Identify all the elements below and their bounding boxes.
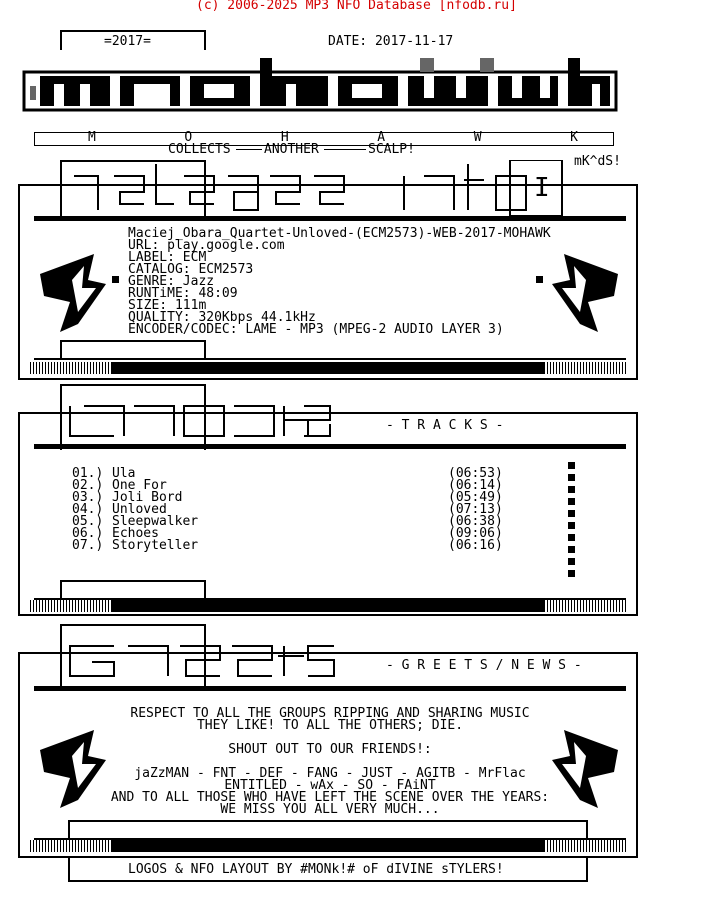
motto-word-3: SCALP! <box>368 142 415 157</box>
track-number: 07.) <box>72 538 104 553</box>
tracks-square <box>568 510 575 517</box>
letter-a: A <box>377 130 386 145</box>
track-title: One For <box>112 478 167 493</box>
tracks-solid-bar <box>112 600 544 612</box>
release-bottom-tab <box>60 340 206 360</box>
greets-line: SHOUT OUT TO OUR FRIENDS!: <box>228 742 432 757</box>
track-number: 03.) <box>72 490 104 505</box>
track-time: (06:53) <box>448 466 503 481</box>
release-square-left <box>112 276 119 283</box>
track-title: Echoes <box>112 526 159 541</box>
release-quality: QUALITY: 320Kbps 44.1kHz <box>128 310 316 325</box>
motto-word-1: COLLECTS <box>168 142 231 157</box>
release-dither-bar-left <box>30 362 112 374</box>
motto-line-left <box>236 149 262 150</box>
release-runtime: RUNTiME: 48:09 <box>128 286 238 301</box>
tracks-square <box>568 570 575 577</box>
date-line: DATE: 2017-11-17 <box>328 34 454 49</box>
greets-line: jaZzMAN - FNT - DEF - FANG - JUST - AGITB - MrFlac <box>134 766 526 781</box>
release-genre: GENRE: Jazz <box>128 274 215 289</box>
tracks-square <box>568 522 575 529</box>
track-time: (06:38) <box>448 514 503 529</box>
track-time: (06:14) <box>448 478 503 493</box>
signature: mK^dS! <box>574 154 621 169</box>
left-arrow-ornament <box>30 240 110 340</box>
letter-m: M <box>88 130 96 145</box>
release-url: URL: play.google.com <box>128 238 285 253</box>
greets-heading: - G R E E T S / N E W S - <box>386 658 582 673</box>
tracks-rule <box>34 444 626 449</box>
track-title: Storyteller <box>112 538 199 553</box>
greets-line: RESPECT TO ALL THE GROUPS RIPPING AND SHARING MUSIC <box>130 706 530 721</box>
track-title: Joli Bord <box>112 490 183 505</box>
track-title: Sleepwalker <box>112 514 199 529</box>
release-rule <box>34 216 626 221</box>
copyright-line: (c) 2006-2025 MP3 NFO Database [nfodb.ru] <box>196 0 517 13</box>
tracks-square <box>568 486 575 493</box>
track-title: Ula <box>112 466 136 481</box>
release-info-logo <box>64 160 564 216</box>
year-tag: =2017= <box>104 34 151 49</box>
release-label: LABEL: ECM <box>128 250 207 265</box>
release-encoder: ENCODER/CODEC: LAME - MP3 (MPEG-2 AUDIO LAYER 3) <box>128 322 504 337</box>
greets-rule <box>34 686 626 691</box>
tracks-bottom-tab <box>60 580 206 600</box>
letter-h: H <box>280 130 289 145</box>
tracks-dither-bar-right <box>544 600 626 612</box>
letter-k: K <box>570 130 578 145</box>
greets-dither-bar-left <box>30 840 112 852</box>
tracks-square <box>568 462 575 469</box>
footer-credit: LOGOS & NFO LAYOUT BY #MONk!# oF dIVINE sTYLERS! <box>128 862 504 877</box>
greets-solid-bar <box>112 840 544 852</box>
track-title: Unloved <box>112 502 167 517</box>
release-name: Maciej_Obara_Quartet-Unloved-(ECM2573)-WEB-2017-MOHAWK <box>128 226 551 241</box>
release-info-block <box>128 228 551 336</box>
track-time: (07:13) <box>448 502 503 517</box>
letter-o: O <box>184 130 193 145</box>
greets-bottom-tab <box>68 820 588 840</box>
tracks-square <box>568 498 575 505</box>
track-time: (09:06) <box>448 526 503 541</box>
tracks-heading: - T R A C K S - <box>386 418 504 433</box>
greets-dither-bar-right <box>544 840 626 852</box>
track-number: 02.) <box>72 478 104 493</box>
release-size: SIZE: 111m <box>128 298 207 313</box>
track-time: (05:49) <box>448 490 503 505</box>
track-number: 05.) <box>72 514 104 529</box>
tracks-square <box>568 558 575 565</box>
tracks-square <box>568 474 575 481</box>
greets-line: ENTITLED - wAx - SO - FAiNT <box>224 778 436 793</box>
tracklist <box>72 468 512 552</box>
release-dither-bar-right <box>544 362 626 374</box>
mohawk-logo <box>20 48 620 128</box>
track-number: 01.) <box>72 466 104 481</box>
track-number: 04.) <box>72 502 104 517</box>
greets-line: WE MISS YOU ALL VERY MUCH... <box>220 802 440 817</box>
tracks-square <box>568 546 575 553</box>
track-row <box>72 540 512 552</box>
track-number: 06.) <box>72 526 104 541</box>
greets-logo <box>64 640 344 690</box>
release-solid-bar <box>112 362 544 374</box>
svg-text:I: I <box>534 173 550 203</box>
spaced-letters <box>88 132 578 144</box>
release-bottom-rule <box>34 358 626 360</box>
letter-w: W <box>473 130 482 145</box>
greets-line: AND TO ALL THOSE WHO HAVE LEFT THE SCENE OVER THE YEARS: <box>110 790 550 805</box>
motto-line-right <box>324 149 366 150</box>
greets-line: THEY LIKE! TO ALL THE OTHERS; DIE. <box>196 718 464 733</box>
tracks-square <box>568 534 575 541</box>
tracks-dither-bar-left <box>30 600 112 612</box>
motto-word-2: ANOTHER <box>264 142 319 157</box>
release-catalog: CATALOG: ECM2573 <box>128 262 254 277</box>
greets-text-block <box>40 708 620 816</box>
tracks-logo <box>64 400 334 450</box>
right-arrow-ornament <box>548 240 628 340</box>
track-time: (06:16) <box>448 538 503 553</box>
